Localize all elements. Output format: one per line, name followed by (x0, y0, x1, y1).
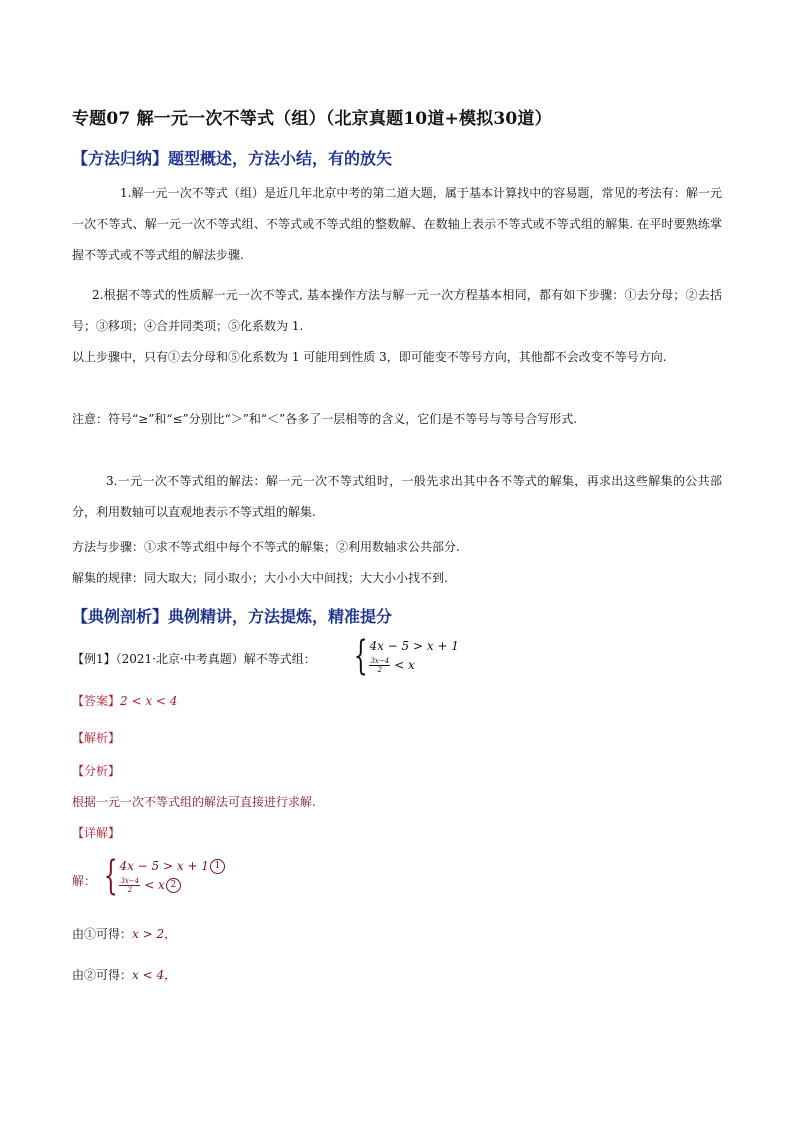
answer-label: 【答案】 (72, 694, 121, 708)
detail-jie: 解： (72, 874, 97, 888)
detail-step-1 (72, 925, 176, 942)
step-1-prefix: 由①可得： (72, 927, 133, 941)
method-paragraph-5: 3.一元一次不等式组的解法：解一元一次不等式组时，一般先求出其中各不等式的解集，再求出这些解集的公共部分，利用数轴可以直观地表示不等式组的解集. (72, 474, 722, 519)
detail-fraction (119, 877, 140, 894)
method-paragraph-7: 解集的规律：同大取大；同小取小；大小小大中间找；大大小小找不到. (72, 571, 448, 585)
fraction-numerator: 3x−4 (370, 656, 390, 665)
section-heading-example: 【典例剖析】典例精讲，方法提炼，精准提分 (72, 607, 393, 626)
fraction-numerator: 3x−4 (120, 876, 140, 885)
analysis-label: 【解析】 (72, 731, 121, 745)
circled-number-2: 2 (166, 878, 181, 893)
example-equation-2-rest: < x (394, 658, 415, 672)
circled-number-1: 1 (210, 859, 225, 874)
example-label: 【例1】（2021·北京·中考真题）解不等式组： (72, 652, 316, 666)
method-paragraph-6: 方法与步骤：①求不等式组中每个不等式的解集；②利用数轴求公共部分. (72, 540, 460, 554)
brace-symbol: { (353, 633, 368, 679)
answer-value: 2 < x < 4 (120, 694, 178, 708)
method-paragraph-1: 1.解一元一次不等式（组）是近几年北京中考的第二道大题，属于基本计算找中的容易题，常见的考法有：解一元一次不等式、解一元一次不等式组、不等式或不等式组的整数解、在数轴上表示不等式或不等式组的解集. 在平时要熟练掌握不等式或不等式组的解法步骤. (72, 186, 722, 262)
step-2-prefix: 由②可得： (72, 968, 133, 982)
step-1-value: x > 2， (132, 927, 177, 941)
detail-equation-1-text: 4x − 5 > x + 1 (119, 859, 209, 873)
fraction-denominator: 2 (127, 885, 133, 894)
fenxi-text: 根据一元一次不等式组的解法可直接进行求解. (72, 795, 316, 809)
detail-equation-2-rest: < x (144, 878, 165, 892)
brace-symbol: { (103, 853, 118, 899)
detail-inequality-system (98, 853, 225, 899)
document-title: 专题07 解一元一次不等式（组）（北京真题10道+模拟30道） (72, 109, 552, 129)
answer-row (72, 692, 177, 709)
section-heading-method: 【方法归纳】题型概述，方法小结，有的放矢 (72, 149, 393, 168)
fenxi-label: 【分析】 (72, 764, 121, 778)
detail-step-2 (72, 966, 176, 983)
fraction-denominator: 2 (377, 665, 383, 674)
example-fraction (369, 657, 390, 674)
method-paragraph-3: 以上步骤中，只有①去分母和⑤化系数为 1 可能用到性质 3，即可能变不等号方向，其他都不会改变不等号方向. (72, 350, 667, 364)
detail-equation-1 (119, 857, 225, 875)
method-paragraph-2: 2.根据不等式的性质解一元一次不等式, 基本操作方法与解一元一次方程基本相同，都有如下步骤：①去分母；②去括号；③移项；④合并同类项；⑤化系数为 1. (72, 288, 722, 333)
method-paragraph-4: 注意：符号“≥”和“≤”分别比“＞”和“＜”各多了一层相等的含义，它们是不等号与等号合写形式. (72, 412, 578, 426)
example-equation-1: 4x − 5 > x + 1 (369, 639, 459, 653)
detail-label: 【详解】 (72, 826, 121, 840)
step-2-value: x < 4， (132, 968, 177, 982)
example-inequality-system (348, 633, 459, 679)
